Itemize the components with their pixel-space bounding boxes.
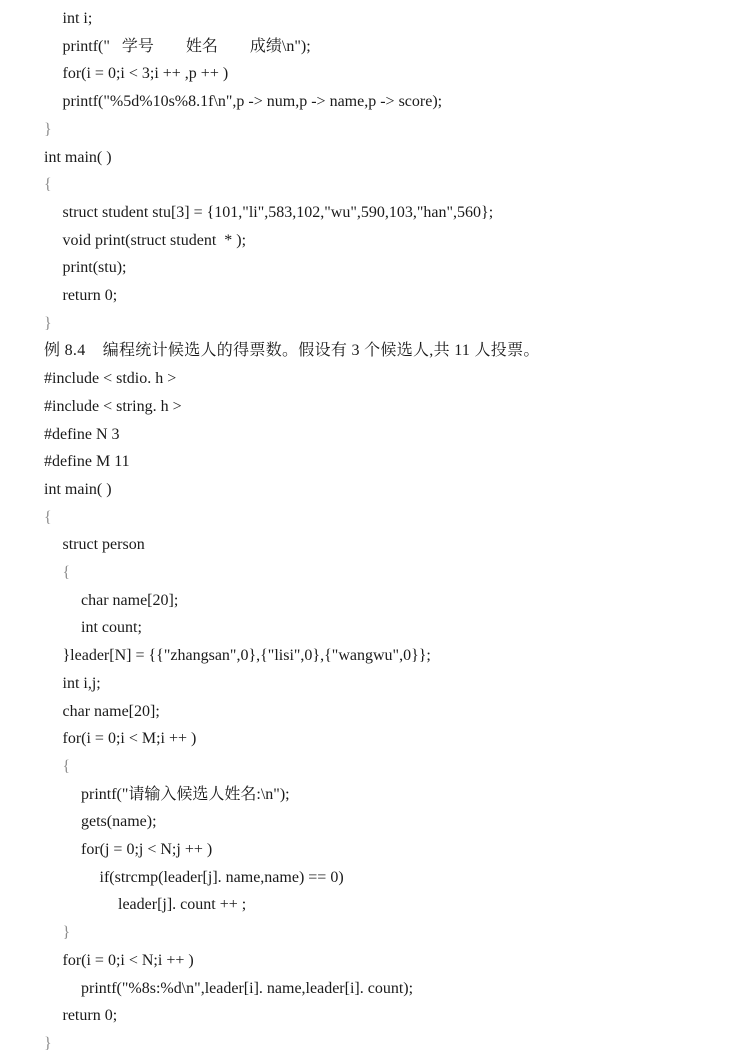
code-line: int main( ) <box>44 148 112 166</box>
code-line: }leader[N] = {{"zhangsan",0},{"lisi",0},{"wangwu",0}}; <box>62 647 431 665</box>
code-line: int main( ) <box>44 480 112 498</box>
code-brace: } <box>62 924 71 942</box>
code-line: int count; <box>81 619 142 637</box>
example-caption: 例 8.4 编程统计候选人的得票数。假设有 3 个候选人,共 11 人投票。 <box>44 342 540 360</box>
code-brace: } <box>44 120 52 138</box>
code-line: printf("%5d%10s%8.1f\n",p -> num,p -> name,p -> score); <box>62 93 443 111</box>
code-line: char name[20]; <box>81 591 179 609</box>
code-brace: { <box>44 176 52 194</box>
code-line: void print(struct student * ); <box>62 231 247 249</box>
code-line: return 0; <box>62 287 118 304</box>
code-line: gets(name); <box>81 813 157 831</box>
code-line: printf(" 学号 姓名 成绩\n"); <box>62 37 311 55</box>
code-line: printf("请输入候选人姓名:\n"); <box>81 785 290 803</box>
code-brace: { <box>62 564 71 581</box>
code-line: for(i = 0;i < N;i ++ ) <box>62 951 194 969</box>
code-line: struct student stu[3] = {101,"li",583,102,"wu",590,103,"han",560}; <box>62 203 494 221</box>
code-line: int i; <box>62 10 93 27</box>
code-line: #include < stdio. h > <box>44 370 177 388</box>
code-line: struct person <box>62 536 145 554</box>
code-line: return 0; <box>62 1007 118 1025</box>
code-line: for(i = 0;i < M;i ++ ) <box>62 730 197 748</box>
code-line: print(stu); <box>62 259 127 277</box>
code-line: #define M 11 <box>44 453 130 471</box>
code-line: leader[j]. count ++ ; <box>118 896 247 914</box>
code-line: #include < string. h > <box>44 397 182 415</box>
code-line: for(i = 0;i < 3;i ++ ,p ++ ) <box>62 65 229 83</box>
code-line: printf("%8s:%d\n",leader[i]. name,leader[i]. count); <box>81 979 414 997</box>
code-line: for(j = 0;j < N;j ++ ) <box>81 841 213 858</box>
code-brace: { <box>62 757 71 775</box>
code-line: int i,j; <box>62 674 101 692</box>
code-brace: { <box>44 508 52 526</box>
code-line: char name[20]; <box>62 702 160 720</box>
code-brace: } <box>44 1034 52 1052</box>
code-line: if(strcmp(leader[j]. name,name) == 0) <box>99 868 344 886</box>
code-brace: } <box>44 314 52 332</box>
code-line: #define N 3 <box>44 425 120 443</box>
